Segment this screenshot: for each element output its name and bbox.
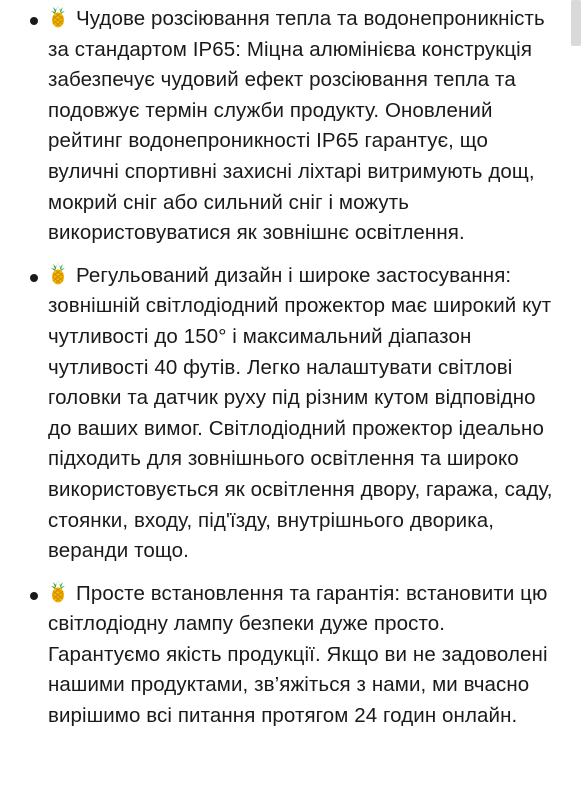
list-item	[0, 261, 568, 567]
list-item	[0, 579, 568, 732]
bullet-dot	[30, 274, 38, 282]
scrollbar-thumb[interactable]	[571, 0, 581, 46]
pineapple-icon	[48, 4, 68, 28]
feature-list-container	[0, 4, 568, 744]
feature-text: Просте встановлення та гарантія: встановити цю світлодіодну лампу безпеки дуже просто. Гарантуємо якість продукції. Якщо ви не задоволені нашими продуктами, зв’яжіться з нами, ми вчасно вирішимо всі питання протягом 24 годин онлайн.	[48, 581, 548, 728]
pineapple-icon	[48, 579, 68, 603]
feature-text: Чудове розсіювання тепла та водонепроникність за стандартом IP65: Міцна алюмінієва конструкція забезпечує чудовий ефект розсіювання тепла та подовжує термін служби продукту. Оновлений рейтинг водонепроникності IP65 гарантує, що вуличні спортивні захисні ліхтарі витримують дощ, мокрий сніг або сильний сніг і можуть використовуватися як зовнішнє освітлення.	[48, 7, 545, 245]
list-item	[0, 4, 568, 249]
bullet-dot	[30, 17, 38, 25]
pineapple-icon	[48, 261, 68, 285]
bullet-dot	[30, 592, 38, 600]
feature-text: Регульований дизайн і широке застосування: зовнішній світлодіодний прожектор має широкий кут чутливості до 150° і максимальний діапазон чутливості 40 футів. Легко налаштувати світлові головки та датчик руху під різним кутом відповідно до ваших вимог. Світлодіодний прожектор ідеально підходить для зовнішнього освітлення та широко використовується як освітлення двору, гаража, саду, стоянки, входу, під'їзду, внутрішнього дворика, веранди тощо.	[48, 263, 553, 563]
feature-list	[0, 4, 568, 732]
